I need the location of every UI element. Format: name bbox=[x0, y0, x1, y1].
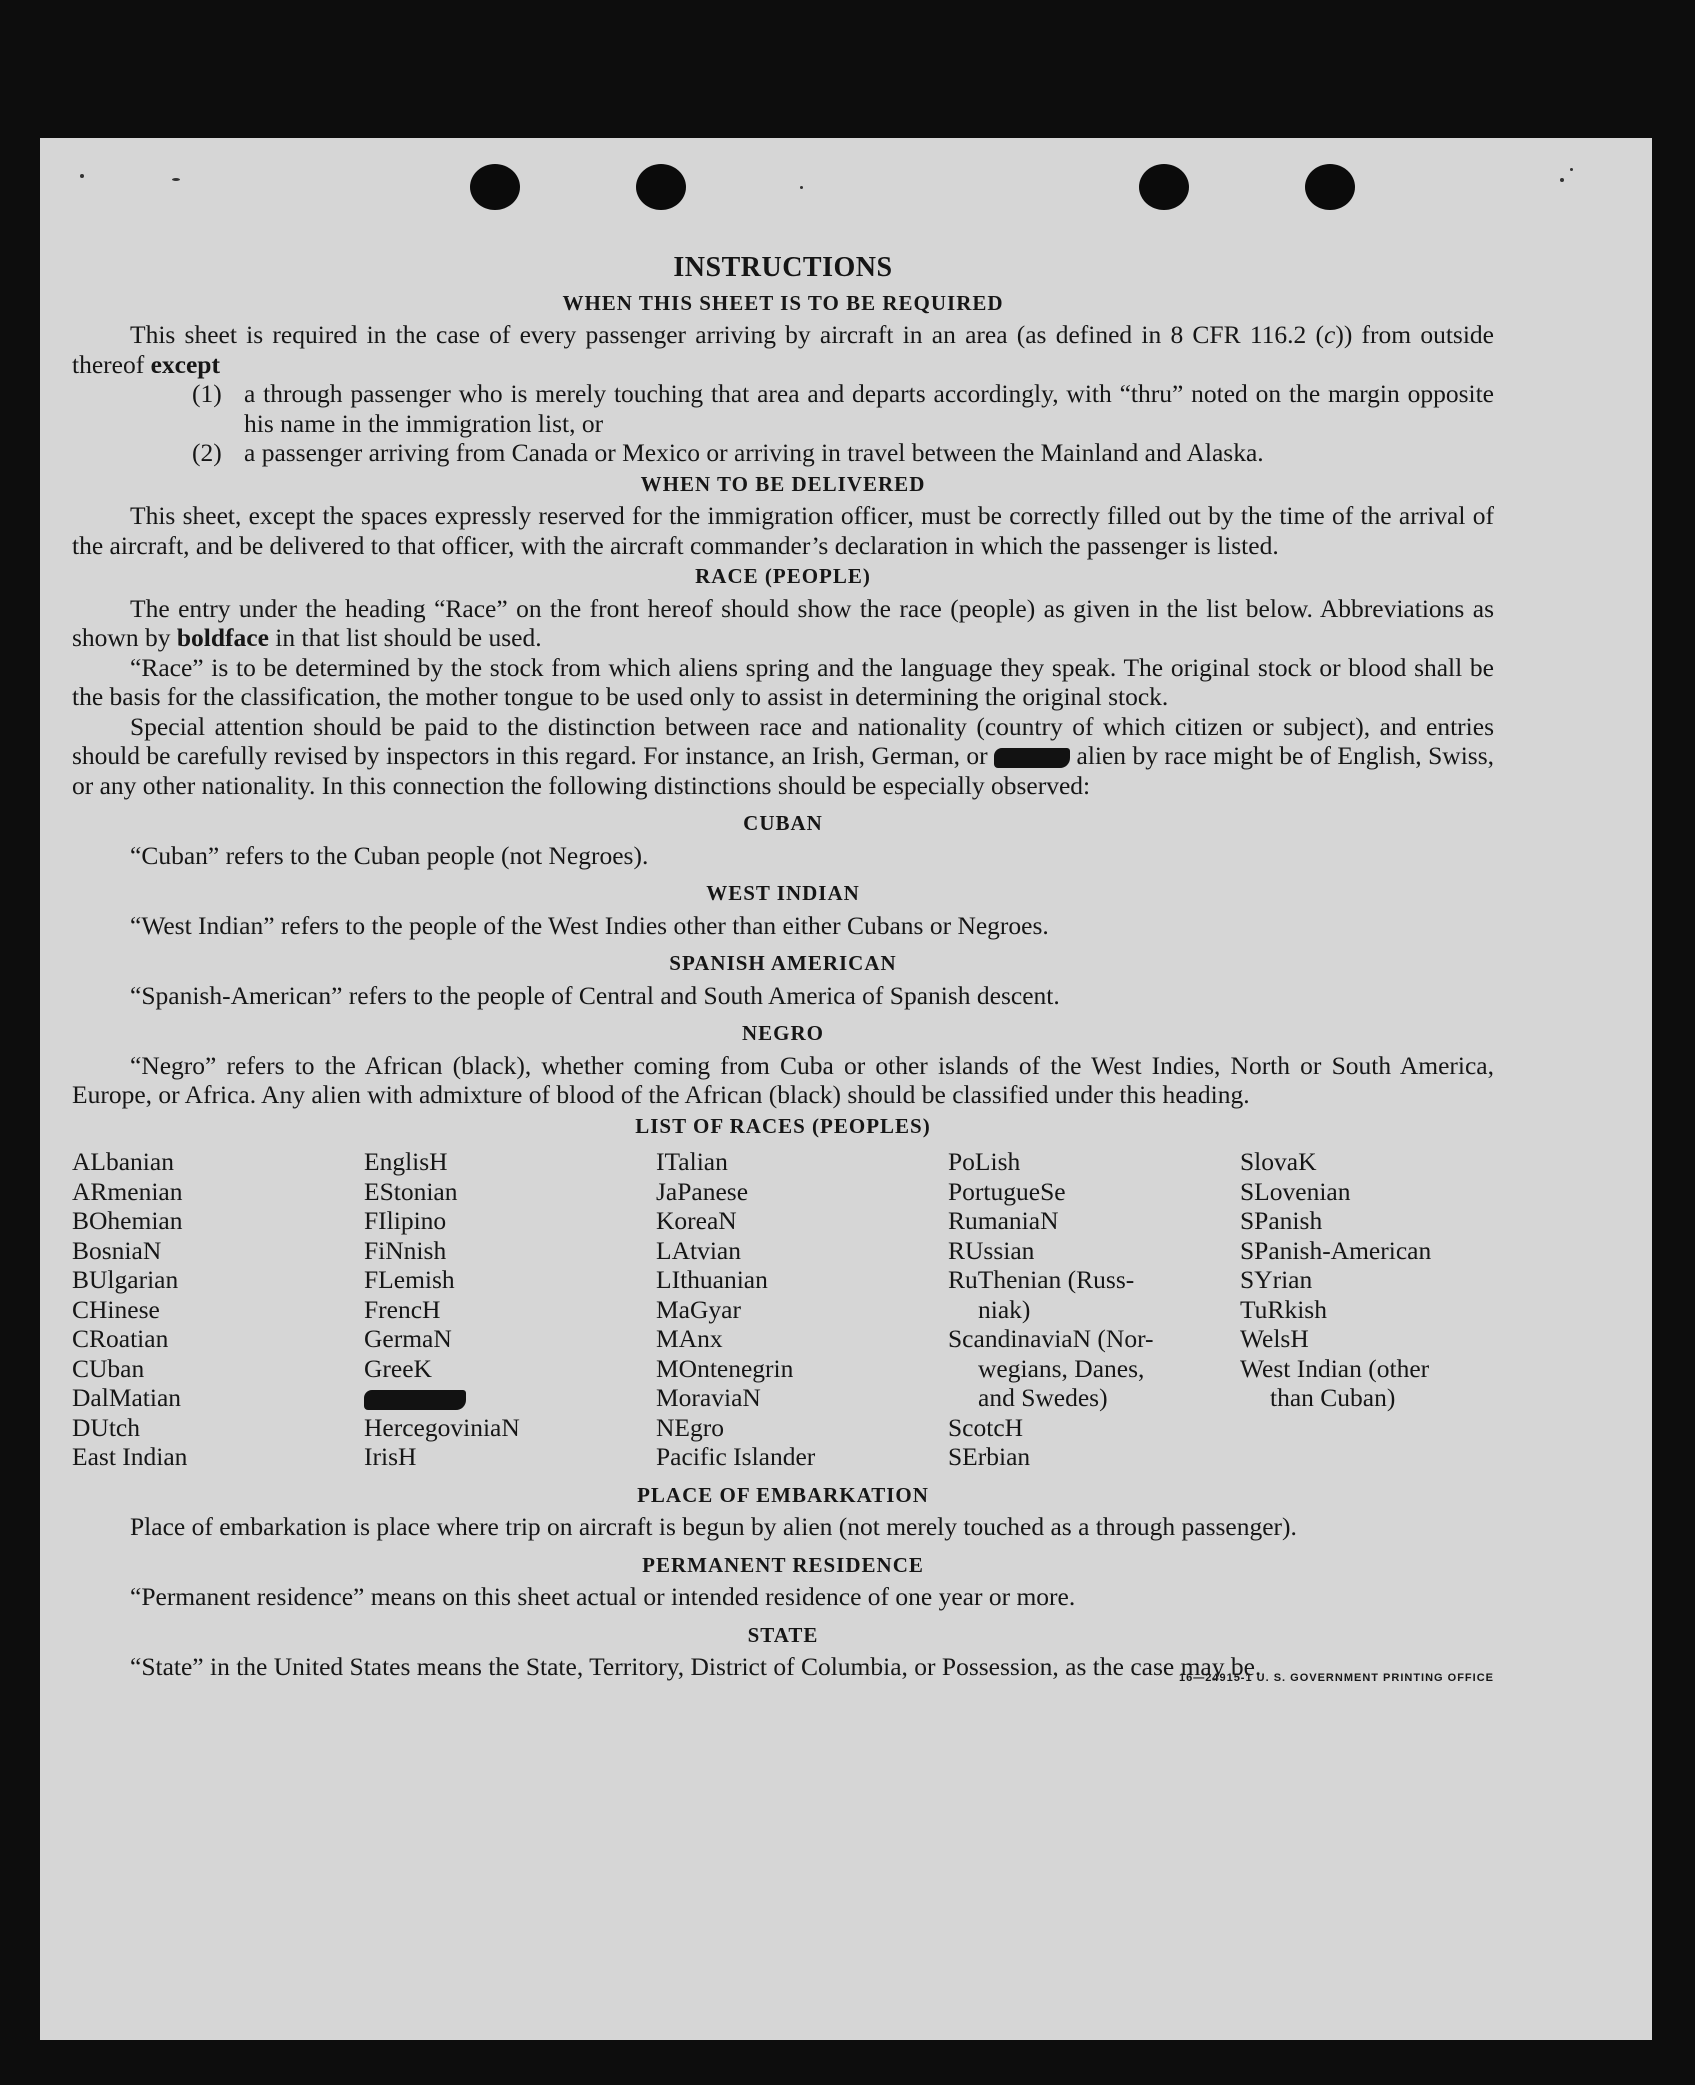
race-entry: DUtch bbox=[72, 1412, 140, 1442]
race-entry: IrisH bbox=[364, 1442, 417, 1471]
race-entry: EStonian bbox=[364, 1176, 458, 1206]
paragraph-spanish-american: “Spanish-American” refers to the people of Central and South America of Spanish descent. bbox=[130, 980, 1060, 1010]
race-entry: FIlipino bbox=[364, 1206, 447, 1235]
paragraph-delivered: This sheet, except the spaces expressly reserved for the immigration officer, must be correctly filled out by the time of the arrival of the aircraft, and be delivered to that officer, with the aircraft commander’s declaration in which the passenger is listed. bbox=[72, 501, 1494, 560]
race-entry: SPanish-American bbox=[1240, 1235, 1432, 1265]
heading-when-required: WHEN THIS SHEET IS TO BE REQUIRED bbox=[562, 290, 1004, 315]
heading-negro: NEGRO bbox=[741, 1021, 824, 1045]
page-title: INSTRUCTIONS bbox=[673, 252, 893, 283]
race-entry: LIthuanian bbox=[656, 1265, 768, 1294]
race-entry: CUban bbox=[72, 1353, 145, 1383]
heading-spanish-american: SPANISH AMERICAN bbox=[669, 951, 897, 975]
punch-hole bbox=[1305, 164, 1355, 210]
race-entry: SYrian bbox=[1240, 1265, 1313, 1294]
paragraph-race-2: “Race” is to be determined by the stock from which aliens spring and the language they speak. The original stock or blood shall be the basis for the classification, the mother tongue to be used only to assist in determining the original stock. bbox=[72, 652, 1494, 711]
race-entry: EnglisH bbox=[364, 1147, 448, 1176]
race-entry: LAtvian bbox=[656, 1235, 741, 1265]
paragraph-state: “State” in the United States means the State, Territory, District of Columbia, or Possession, as the case may be. bbox=[130, 1652, 1262, 1681]
paragraph-negro: “Negro” refers to the African (black), whether coming from Cuba or other islands of the West Indies, North or South America, Europe, or Africa. Any alien with admixture of blood of the African (black) should be classified under this heading. bbox=[72, 1050, 1494, 1109]
race-entry: PoLish bbox=[948, 1147, 1021, 1176]
paper-speck bbox=[1560, 178, 1564, 182]
heading-state: STATE bbox=[747, 1622, 819, 1647]
races-column-4 bbox=[948, 1147, 1240, 1472]
race-entry: BUlgarian bbox=[72, 1265, 179, 1294]
races-column-1 bbox=[72, 1147, 364, 1472]
heading-when-delivered: WHEN TO BE DELIVERED bbox=[640, 471, 926, 496]
race-entry: West Indian (other bbox=[1240, 1353, 1430, 1383]
heading-west-indian: WEST INDIAN bbox=[706, 881, 860, 905]
race-entry: SErbian bbox=[948, 1442, 1031, 1471]
race-entry: RuThenian (Russ- bbox=[948, 1265, 1135, 1294]
redaction-mark bbox=[364, 1390, 466, 1410]
race-entry: FrencH bbox=[364, 1294, 441, 1324]
paper-speck bbox=[80, 174, 84, 178]
race-entry: RUssian bbox=[948, 1235, 1035, 1265]
race-entry: BosniaN bbox=[72, 1235, 162, 1265]
race-entry-continued: and Swedes) bbox=[978, 1383, 1108, 1412]
race-entry-redacted bbox=[364, 1383, 656, 1413]
race-entry: ScotcH bbox=[948, 1412, 1024, 1442]
race-entry: KoreaN bbox=[656, 1206, 737, 1235]
paper-speck bbox=[1570, 168, 1573, 171]
race-entry: WelsH bbox=[1240, 1324, 1309, 1353]
paragraph-race-1: The entry under the heading “Race” on the front hereof should show the race (people) as given in the list below. Abbreviations as shown by boldface in that list should be used. bbox=[72, 593, 1494, 652]
race-entry: ARmenian bbox=[72, 1176, 183, 1206]
race-entry: SPanish bbox=[1240, 1206, 1323, 1235]
punch-hole bbox=[470, 164, 520, 210]
race-entry: MoraviaN bbox=[656, 1383, 761, 1412]
punch-hole bbox=[1139, 164, 1189, 210]
races-column-2 bbox=[364, 1147, 656, 1472]
races-column-5 bbox=[1240, 1147, 1532, 1472]
race-entry: TuRkish bbox=[1240, 1294, 1327, 1324]
heading-list-of-races: LIST OF RACES (PEOPLES) bbox=[635, 1113, 931, 1138]
race-entry-continued: than Cuban) bbox=[1270, 1383, 1396, 1412]
footer-row bbox=[72, 1672, 1494, 1696]
paper-speck bbox=[800, 186, 803, 189]
race-entry: GermaN bbox=[364, 1324, 452, 1353]
races-list bbox=[72, 1147, 1494, 1472]
instruction-sheet bbox=[40, 138, 1652, 2040]
race-entry: FiNnish bbox=[364, 1235, 447, 1265]
race-entry: NEgro bbox=[656, 1412, 724, 1442]
race-entry: MAnx bbox=[656, 1324, 723, 1353]
paragraph-residence: “Permanent residence” means on this sheet actual or intended residence of one year or more. bbox=[130, 1582, 1076, 1611]
race-entry: Pacific Islander bbox=[656, 1442, 816, 1471]
printing-office-code: 16—24915-1 U. S. GOVERNMENT PRINTING OFFICE bbox=[1178, 1672, 1494, 1684]
exception-item-1: (1) a through passenger who is merely touching that area and departs accordingly, with “thru” noted on the margin opposite his name in the immigration list, or bbox=[192, 379, 1494, 438]
punch-hole bbox=[636, 164, 686, 210]
race-entry: FLemish bbox=[364, 1265, 455, 1294]
heading-permanent-residence: PERMANENT RESIDENCE bbox=[642, 1552, 924, 1577]
race-entry: DalMatian bbox=[72, 1383, 182, 1412]
race-entry: ALbanian bbox=[72, 1147, 174, 1176]
document-body bbox=[72, 253, 1494, 1696]
paragraph-embarkation: Place of embarkation is place where trip on aircraft is begun by alien (not merely touched as a through passenger). bbox=[130, 1512, 1297, 1541]
race-entry: JaPanese bbox=[656, 1176, 749, 1206]
race-entry: SlovaK bbox=[1240, 1147, 1317, 1176]
heading-race: RACE (PEOPLE) bbox=[695, 564, 871, 588]
race-entry: CRoatian bbox=[72, 1324, 169, 1353]
race-entry: BOhemian bbox=[72, 1206, 183, 1235]
heading-cuban: CUBAN bbox=[743, 811, 823, 835]
race-entry: MaGyar bbox=[656, 1294, 741, 1324]
paragraph-west-indian: “West Indian” refers to the people of the West Indies other than either Cubans or Negroes. bbox=[130, 910, 1049, 940]
redaction-mark bbox=[994, 748, 1070, 768]
paper-speck bbox=[172, 178, 180, 181]
race-entry: MOntenegrin bbox=[656, 1353, 794, 1383]
race-entry: CHinese bbox=[72, 1294, 160, 1324]
races-column-3 bbox=[656, 1147, 948, 1472]
race-entry: GreeK bbox=[364, 1353, 432, 1383]
race-entry: ScandinaviaN (Nor- bbox=[948, 1324, 1154, 1353]
paragraph-cuban: “Cuban” refers to the Cuban people (not Negroes). bbox=[130, 840, 649, 870]
race-entry: East Indian bbox=[72, 1442, 188, 1471]
exception-item-2: (2) a passenger arriving from Canada or Mexico or arriving in travel between the Mainland and Alaska. bbox=[192, 438, 1264, 467]
race-entry: HercegoviniaN bbox=[364, 1412, 520, 1442]
paragraph-required: This sheet is required in the case of every passenger arriving by aircraft in an area (as defined in 8 CFR 116.2 (c)) from outside thereof except bbox=[72, 320, 1494, 379]
race-entry-continued: niak) bbox=[978, 1294, 1031, 1324]
paragraph-race-3: Special attention should be paid to the distinction between race and nationality (country of which citizen or subject), and entries should be carefully revised by inspectors in this regard. For instance, an Irish, German, or alien by race might be of English, Swiss, or any other nationality. In this connection the following distinctions should be especially observed: bbox=[72, 711, 1495, 800]
heading-embarkation: PLACE OF EMBARKATION bbox=[637, 1482, 929, 1507]
race-entry-continued: wegians, Danes, bbox=[978, 1353, 1145, 1383]
race-entry: ITalian bbox=[656, 1147, 728, 1176]
race-entry: RumaniaN bbox=[948, 1206, 1059, 1235]
race-entry: SLovenian bbox=[1240, 1176, 1351, 1206]
race-entry: PortugueSe bbox=[948, 1176, 1066, 1206]
